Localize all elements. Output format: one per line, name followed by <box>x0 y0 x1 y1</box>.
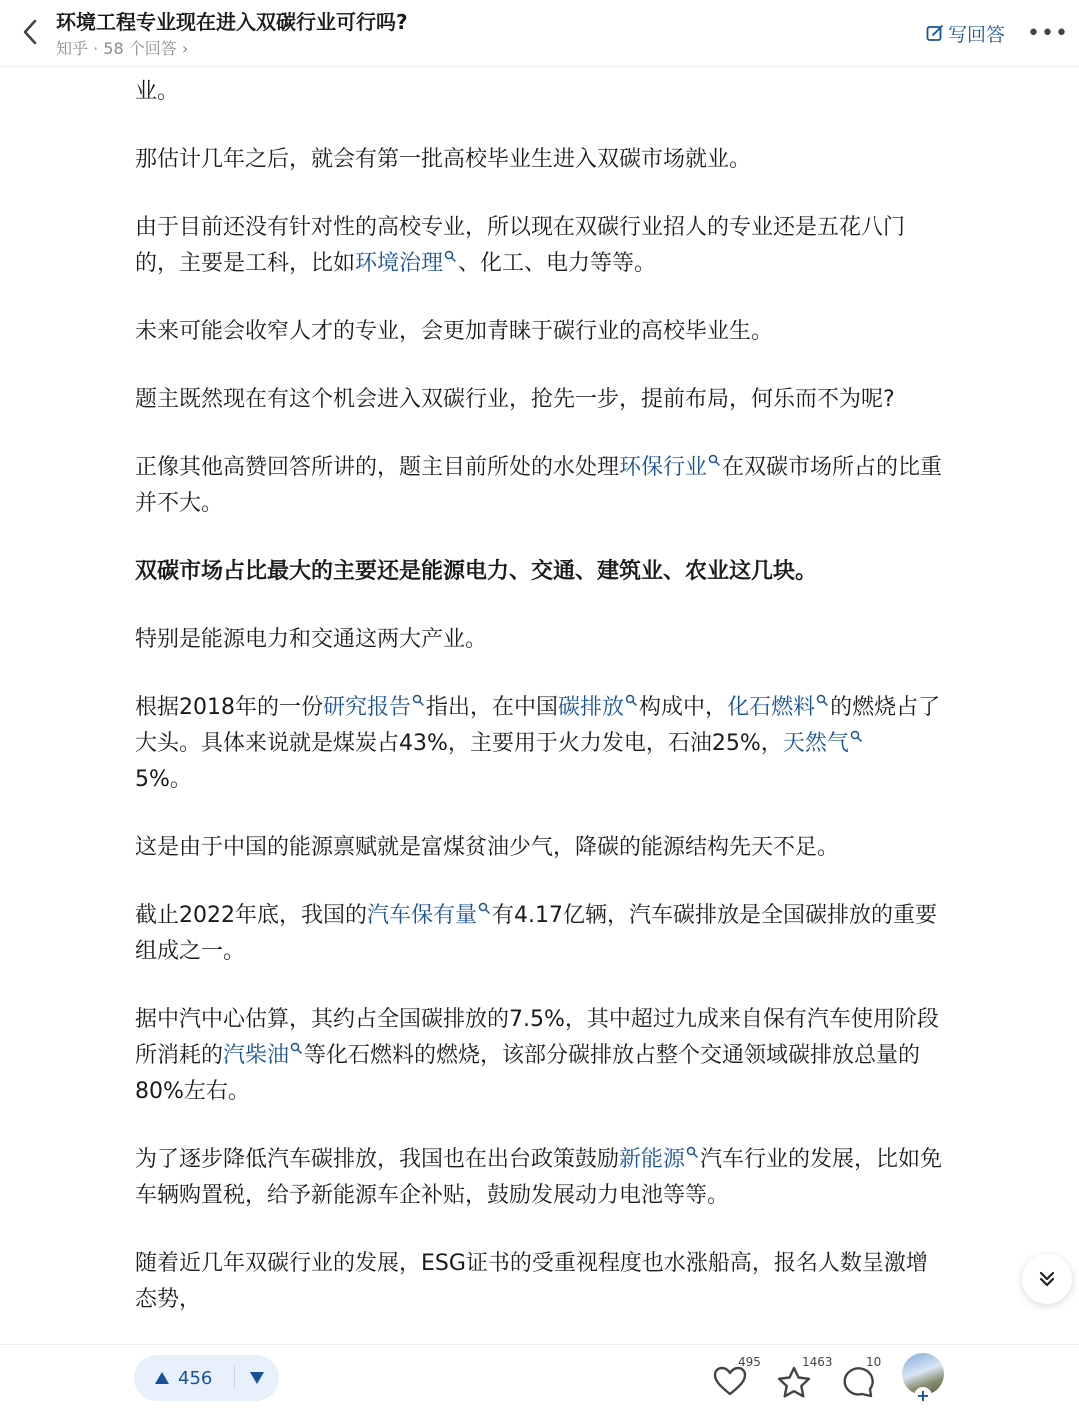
search-icon <box>625 694 637 706</box>
search-icon <box>478 902 490 914</box>
chevron-double-down-icon <box>1037 1269 1057 1289</box>
paragraph-text: 等化石燃料的燃烧，该部分碳排放占整个交通领域碳排放总量的80%左右。 <box>135 1043 921 1104</box>
heart-icon <box>712 1365 748 1397</box>
paragraph-text: 5%。 <box>135 767 192 792</box>
paragraph-text: 的燃烧占了大头。具体来说就是煤炭占43%，主要用于火力发电，石油25%， <box>135 695 941 756</box>
paragraph: 这是由于中国的能源禀赋就是富煤贫油少气，降碳的能源结构先天不足。 <box>135 835 840 860</box>
comment-button[interactable] <box>840 1353 900 1403</box>
paragraph-text: 正像其他高赞回答所讲的，题主目前所处的水处理 <box>135 455 620 480</box>
search-icon <box>444 250 456 262</box>
paragraph <box>135 898 947 970</box>
upvote-button[interactable] <box>134 1355 234 1401</box>
search-icon <box>412 694 424 706</box>
comment-count: 10 <box>866 1355 882 1369</box>
like-button[interactable] <box>712 1353 772 1403</box>
keyword-link[interactable]: 环保行业 <box>619 455 708 480</box>
write-answer-label: 写回答 <box>948 23 1006 46</box>
paragraph <box>135 690 947 798</box>
search-icon <box>816 694 828 706</box>
question-meta[interactable] <box>56 36 188 59</box>
back-button[interactable] <box>12 14 48 50</box>
more-button[interactable] <box>1027 18 1069 48</box>
star-icon <box>776 1365 812 1399</box>
search-icon <box>708 454 720 466</box>
search-icon <box>290 1042 302 1054</box>
back-icon <box>20 18 40 46</box>
paragraph-text: 在双碳市场所占的比重并不大。 <box>135 455 943 516</box>
downvote-button[interactable] <box>235 1355 279 1401</box>
answer-content <box>135 60 947 1350</box>
vote-control <box>134 1355 279 1401</box>
paragraph <box>135 1142 947 1214</box>
paragraph-text: 汽车行业的发展，比如免车辆购置税，给予新能源车企补贴，鼓励发展动力电池等等。 <box>135 1147 943 1208</box>
paragraph <box>135 210 947 282</box>
question-title[interactable]: 环境工程专业现在进入双碳行业可行吗? <box>56 10 408 34</box>
follow-plus-icon[interactable]: + <box>914 1387 932 1405</box>
search-icon <box>850 730 862 742</box>
keyword-link[interactable]: 天然气 <box>782 731 849 756</box>
paragraph-text: 有4.17亿辆，汽车碳排放是全国碳排放的重要组成之一。 <box>135 903 938 964</box>
paragraph: 那估计几年之后，就会有第一批高校毕业生进入双碳市场就业。 <box>135 147 752 172</box>
keyword-link[interactable]: 碳排放 <box>558 695 625 720</box>
paragraph: 随着近几年双碳行业的发展，ESG证书的受重视程度也水涨船高，报名人数呈激增态势， <box>135 1251 928 1312</box>
downvote-icon <box>249 1371 265 1385</box>
write-answer-button[interactable] <box>926 18 1005 48</box>
edit-icon <box>926 24 944 42</box>
paragraph-text: 截止2022年底，我国的 <box>135 903 367 928</box>
paragraph: 题主既然现在有这个机会进入双碳行业，抢先一步，提前布局，何乐而不为呢? <box>135 387 895 412</box>
paragraph <box>135 450 947 522</box>
keyword-link[interactable]: 汽柴油 <box>223 1043 290 1068</box>
paragraph-text: 为了逐步降低汽车碳排放，我国也在出台政策鼓励 <box>135 1147 620 1172</box>
keyword-link[interactable]: 研究报告 <box>323 695 412 720</box>
keyword-link[interactable]: 化石燃料 <box>727 695 816 720</box>
paragraph-text: 根据2018年的一份 <box>135 695 323 720</box>
more-icon: ••• <box>1027 20 1069 46</box>
upvote-count: 456 <box>178 1367 213 1389</box>
paragraph-text: 由于目前还没有针对性的高校专业，所以现在双碳行业招人的专业还是五花八门的，主要是工科，比如 <box>135 215 906 276</box>
search-icon <box>686 1146 698 1158</box>
favorite-button[interactable] <box>776 1353 836 1403</box>
source-label: 知乎 <box>56 39 89 58</box>
paragraph <box>135 1002 947 1110</box>
paragraph-bold: 双碳市场占比最大的主要还是能源电力、交通、建筑业、农业这几块。 <box>135 559 818 584</box>
keyword-link[interactable]: 环境治理 <box>355 251 444 276</box>
keyword-link[interactable]: 新能源 <box>619 1147 686 1172</box>
like-count: 495 <box>738 1355 761 1369</box>
top-bar <box>0 0 1079 67</box>
keyword-link[interactable]: 汽车保有量 <box>367 903 478 928</box>
paragraph-text: 据中汽中心估算，其约占全国碳排放的7.5%，其中超过九成来自保有汽车使用阶段所消耗的 <box>135 1007 939 1068</box>
scroll-down-button[interactable] <box>1022 1254 1072 1304</box>
upvote-icon <box>154 1371 170 1385</box>
comment-icon <box>840 1365 876 1399</box>
paragraph-text: 、化工、电力等等。 <box>458 251 657 276</box>
paragraph-text: 指出，在中国 <box>426 695 559 720</box>
paragraph: 未来可能会收窄人才的专业，会更加青睐于碳行业的高校毕业生。 <box>135 319 774 344</box>
paragraph: 业。 <box>135 79 180 104</box>
paragraph: 特别是能源电力和交通这两大产业。 <box>135 627 488 652</box>
meta-separator: · <box>93 39 104 58</box>
chevron-right-icon: › <box>181 39 189 58</box>
bottom-action-bar <box>0 1344 1079 1410</box>
favorite-count: 1463 <box>802 1355 833 1369</box>
answer-count: 58 个回答 <box>103 39 177 58</box>
paragraph-text: 构成中， <box>639 695 728 720</box>
